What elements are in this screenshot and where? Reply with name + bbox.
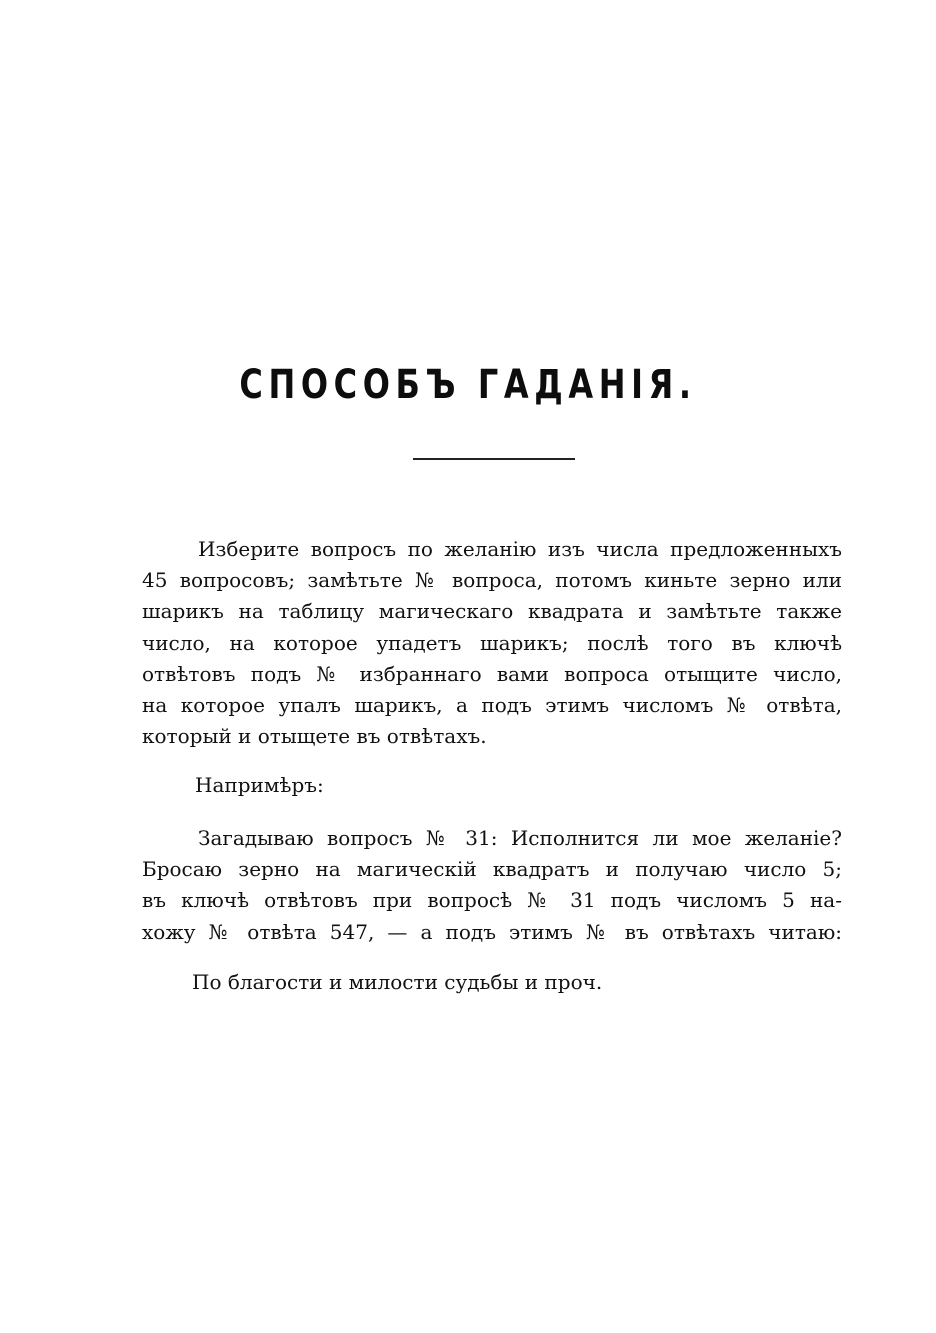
instructions-line: Изберите вопросъ по желанію изъ числа предложенныхъ [198,537,842,561]
example-line: Загадываю вопросъ № 31: Исполнится ли мое желаніе? [198,826,842,850]
instructions-line: отвѣтовъ подъ № избраннаго вами вопроса отыщите число, [142,661,842,686]
example-label: Напримѣръ: [195,773,324,797]
instructions-line: 45 вопросовъ; замѣтьте № вопроса, потомъ киньте зерно или [142,568,842,593]
example-paragraph [142,823,842,948]
instructions-paragraph [142,534,842,752]
example-answer: По благости и милости судьбы и проч. [192,970,603,994]
page-title: СПОСОБЪ ГАДАНІЯ. [239,362,697,408]
example-line: въ ключѣ отвѣтовъ при вопросѣ № 31 подъ числомъ 5 на- [142,888,842,913]
instructions-line: который и отыщете въ отвѣтахъ. [142,724,487,749]
instructions-line: на которое упалъ шарикъ, а подъ этимъ числомъ № отвѣта, [142,693,842,718]
title-divider [413,458,575,460]
instructions-line: число, на которое упадетъ шарикъ; послѣ того въ ключѣ [142,630,842,655]
example-line: хожу № отвѣта 547, — а подъ этимъ № въ отвѣтахъ читаю: [142,919,842,944]
instructions-line: шарикъ на таблицу магическаго квадрата и замѣтьте также [142,599,842,624]
example-line: Бросаю зерно на магическій квадратъ и получаю число 5; [142,857,842,882]
